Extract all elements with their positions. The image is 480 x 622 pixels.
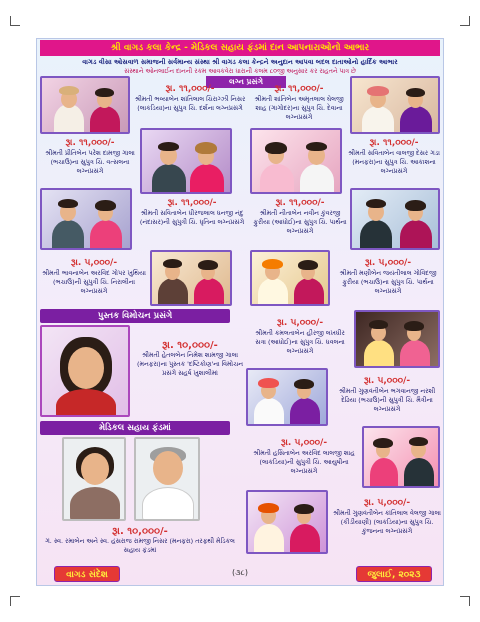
crop-mark-top-left [10, 16, 20, 26]
donor-card [246, 438, 362, 476]
donation-amount: રૂા. ૫,૦૦૦/- [364, 258, 412, 268]
donation-amount: રૂા. ૧૧,૦૦૦/- [275, 198, 325, 208]
book-launch-card [132, 340, 248, 378]
donor-card [252, 198, 348, 236]
donor-text: શ્રીમતી ભવ્યાબેન શાંતિલાલ ચિરાગ્ઝી નિસર (લાકડિયા)ના સુપુત્ર ચિ. દર્શના લગ્નપ્રસંગે [134, 95, 246, 112]
donor-card [40, 138, 140, 176]
donation-amount: રૂા. ૫,૦૦૦/- [276, 318, 324, 328]
donor-text: શ્રીમતી ગુણવંતીબેન કાંતિલાલ વેલજી ગાલા (કીડીયાણી) (લાકડિયા)ના સુપુત્ર ચિ. કુંજનના લગ્નપ્રસંગે [333, 509, 441, 535]
couple-photo-10 [246, 368, 328, 426]
donor-card [346, 138, 442, 176]
donation-amount: રૂા. ૫,૦૦૦/- [70, 258, 118, 268]
couple-photo-6 [350, 188, 440, 250]
page-number: (૩૮) [232, 568, 248, 577]
donation-amount: રૂા. ૧૧,૦૦૦/- [167, 198, 217, 208]
couple-photo-4 [250, 128, 342, 194]
footer-magazine-name: વાગડ સંદેશ [54, 566, 120, 582]
donor-text: શ્રીમતી ભાવનાબેન અરવિંદ ગોપર ખુથિયા (ભચાઉ)ની સુપુત્રી ચિ. નિરાલીના લગ્નપ્રસંગે [42, 269, 146, 295]
couple-photo-2 [350, 76, 440, 134]
donation-amount: રૂા. ૫,૦૦૦/- [363, 498, 411, 508]
donor-card [332, 498, 442, 536]
donation-amount: રૂા. ૧૧,૦૦૦/- [274, 84, 324, 94]
donor-card [134, 198, 250, 227]
donor-card [132, 84, 248, 113]
donor-portrait-woman [62, 437, 126, 521]
crop-mark-bottom-left [10, 596, 20, 606]
couple-photo-3 [140, 128, 232, 194]
donor-text: શ્રીમતી ગુણવંતીબેન ભગવાનજી નરશી દેઢિયા (ભચાઉ)ની સુપુત્રી ચિ. મૈત્રીના લગ્નપ્રસંગે [338, 387, 436, 413]
donor-text: શ્રીમતી હસિતાબેન અરવિંદ લાલજી શાહ (લાકડિયા)ની સુપુત્રી ચિ. આયુષીના લગ્નપ્રસંગે [253, 449, 355, 475]
donor-portrait-man [134, 437, 200, 521]
donor-text: શ્રીમતી સવિતાબેન વાલજી દેસર ગડા (મનફરા)ના સુપુત્ર ચિ. આકાશના લગ્નપ્રસંગે [348, 149, 440, 175]
donor-text: શ્રીમતી પ્રીતિબેન પરેશ દામજી ગાલા (ભચાઉ)ના સુપુત્ર ચિ. વત્સલના લગ્નપ્રસંગે [45, 149, 135, 175]
donor-text: શ્રીમતી શાંતિબેન અમૃતલાલ ઘેલજી શાહ (ગાગોદર)ના સુપુત્ર ચિ. દેવાના લગ્નપ્રસંગે [254, 95, 344, 121]
section-wedding-banner: લગ્ન પ્રસંગે [206, 76, 286, 88]
donation-amount: રૂા. ૧૦,૦૦૦/- [112, 526, 168, 537]
crop-mark-top-right [460, 16, 470, 26]
donor-card [334, 258, 442, 296]
donor-card [332, 376, 442, 414]
donation-amount: રૂા. ૧૧,૦૦૦/- [65, 138, 115, 148]
donation-amount: રૂા. ૧૧,૦૦૦/- [165, 84, 215, 94]
donation-amount: રૂા. ૧૦,૦૦૦/- [162, 340, 218, 351]
donation-amount: રૂા. ૫,૦૦૦/- [363, 376, 411, 386]
donor-text: ગં. સ્વ. રમાબેન અને સ્વ. હંસરાજ રામજી નિસર (મનફરા) તરફથી મેડિકલ સહાય ફંડમાં [45, 537, 235, 554]
couple-photo-11 [362, 426, 440, 488]
couple-photo-8 [250, 250, 330, 306]
section-book-launch: પુસ્તક વિમોચન પ્રસંગે [40, 309, 230, 323]
medical-fund-card [40, 526, 240, 555]
couple-photo-1 [40, 76, 130, 134]
donor-card [250, 84, 348, 122]
donor-text: શ્રીમતી સવિતાબેન ધીરજલાલ ધનજી નંદુ (નંદાસર)ની સુપુત્રી ચિ. ધૃતિના લગ્નપ્રસંગે [139, 209, 245, 226]
donor-text: શ્રીમતી હેતલબેન નિમેશ શામજી ગાલા (મનફરા)ના પુસ્તક 'દષ્ટિકોણ'ના વિમોચન પ્રસંગે સહર્ષ ખુશાલીમાં [136, 351, 243, 377]
section-medical-fund: મેડિકલ સહાય ફંડમાં [40, 421, 230, 435]
couple-photo-9 [354, 310, 440, 368]
header-tax-note: સંસ્થાને ઓનલાઈન દાનની રકમ આવકવેરા ધારાની કલમ ૮૦જી અનુસાર કર રાહતને પાત્ર છે [124, 68, 356, 75]
page-title: શ્રી વાગડ કલા કેન્દ્ર - મેડિકલ સહાય ફંડમાં દાન આપનારાઓનો આભાર [40, 40, 440, 56]
couple-photo-12 [246, 490, 328, 554]
crop-mark-bottom-right [460, 596, 470, 606]
donor-text: શ્રીમતી મણીબેન જયંતીલાલ ગોવિંદજી ફુરીયા (ભચાઉ)ના સુપુત્ર ચિ. પાર્થના લગ્નપ્રસંગે [339, 269, 437, 295]
donor-card [40, 258, 148, 296]
donor-text: શ્રીમતી નીતાબેન નવીન કુંવરજી ફુરીયા (આધોઈ)ના સુપુત્ર ચિ. પાર્થના લગ્નપ્રસંગે [253, 209, 347, 235]
donation-amount: રૂા. ૧૧,૦૦૦/- [369, 138, 419, 148]
author-photo [40, 325, 130, 417]
header-subtitle: વાગડ વીસા ઓસવાળ સમાજની સર્વમાન્ય સંસ્થા શ્રી વાગડ કલા કેન્દ્રને અનુદાન આપવા બદલ દાતાઓનો હાર્દિક આભાર [82, 58, 398, 66]
couple-photo-5 [40, 188, 132, 250]
couple-photo-7 [150, 250, 232, 306]
footer-issue-date: જુલાઈ, ૨૦૨૩ [356, 566, 432, 582]
donor-card [250, 318, 350, 356]
donor-text: શ્રીમતી કમલતાબેન હીરજી લખધીર સત્રા (આધોઈ)ના સુપુત્ર ચિ. ધવલના લગ્નપ્રસંગે [255, 329, 345, 355]
donation-amount: રૂા. ૫,૦૦૦/- [280, 438, 328, 448]
